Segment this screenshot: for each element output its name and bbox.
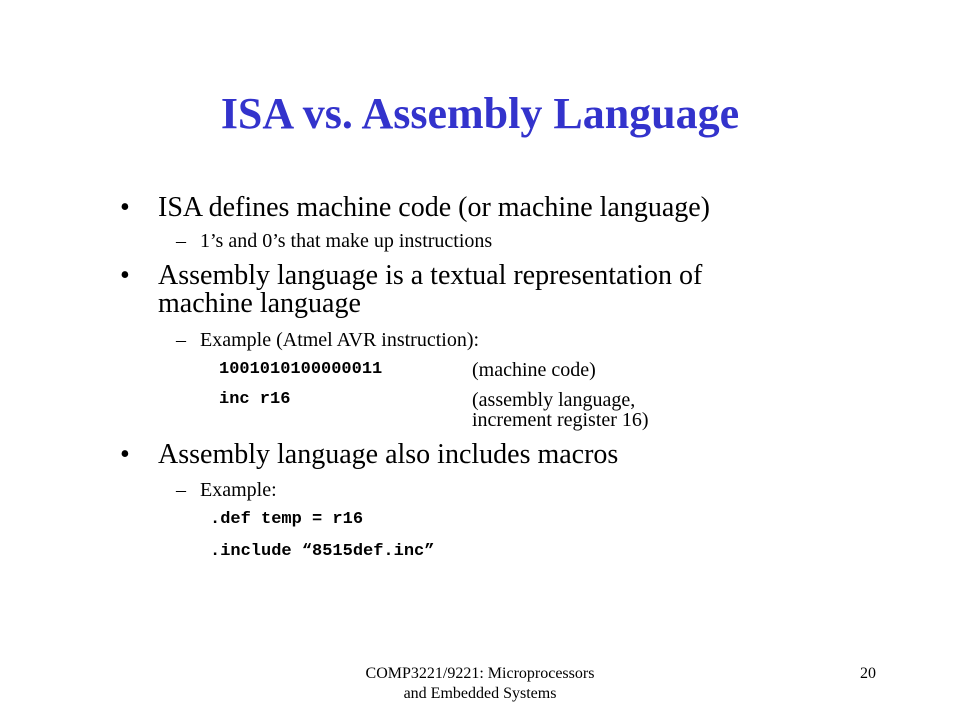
bullet-assembly-textual-line1: Assembly language is a textual representation of xyxy=(158,260,703,291)
code-def-temp: .def temp = r16 xyxy=(210,510,364,529)
bullet-marker: • xyxy=(120,192,130,223)
note-assembly-language-line2: increment register 16) xyxy=(472,409,649,431)
code-machine-code: 1001010100000011 xyxy=(219,360,383,379)
code-inc-r16: inc r16 xyxy=(219,390,291,409)
slide-title: ISA vs. Assembly Language xyxy=(220,89,740,138)
footer-course-line2: and Embedded Systems xyxy=(403,685,557,702)
code-include: .include “8515def.inc” xyxy=(210,542,435,561)
bullet-assembly-textual-line2: machine language xyxy=(158,288,361,319)
bullet-marker: • xyxy=(120,439,130,470)
bullet-marker: • xyxy=(120,260,130,291)
sub-bullet-marker: – xyxy=(176,329,186,351)
sub-bullet-example-avr: Example (Atmel AVR instruction): xyxy=(200,329,480,351)
bullet-macros: Assembly language also includes macros xyxy=(158,439,619,470)
footer-course-line1: COMP3221/9221: Microprocessors xyxy=(365,665,595,682)
sub-bullet-example-macros: Example: xyxy=(200,479,277,501)
bullet-isa-defines: ISA defines machine code (or machine language) xyxy=(158,192,711,223)
sub-bullet-ones-zeros: 1’s and 0’s that make up instructions xyxy=(200,230,493,252)
footer-course xyxy=(330,664,630,704)
sub-bullet-marker: – xyxy=(176,230,186,252)
sub-bullet-marker: – xyxy=(176,479,186,501)
note-machine-code: (machine code) xyxy=(472,359,596,381)
page-number: 20 xyxy=(860,665,876,682)
note-assembly-language-line1: (assembly language, xyxy=(472,389,636,411)
